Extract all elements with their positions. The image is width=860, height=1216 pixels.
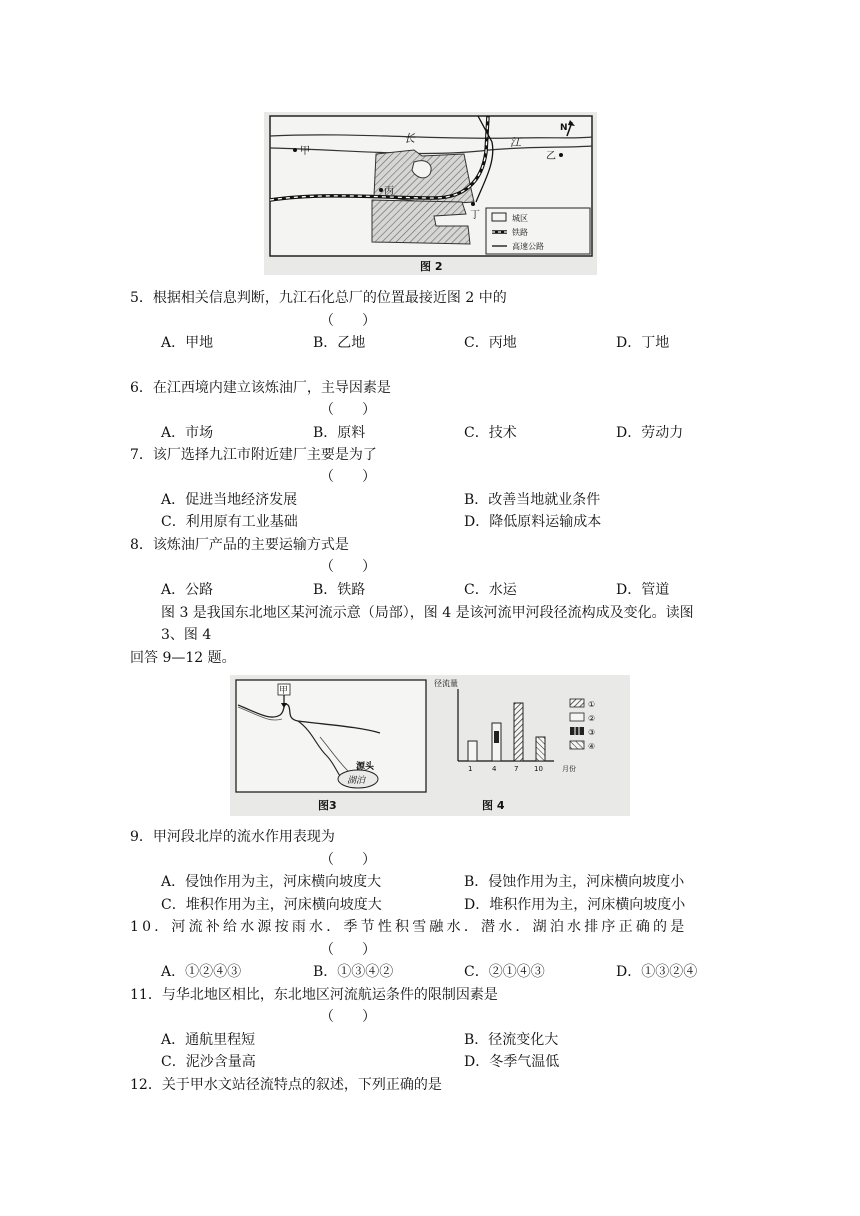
place-jia-dot — [293, 148, 297, 152]
fig4-ylabel: 径流量 — [434, 679, 458, 688]
legend-swatch-3 — [570, 727, 584, 735]
bar-month-7 — [514, 703, 523, 761]
q11-option-c[interactable]: C．泥沙含量高 — [161, 1054, 256, 1070]
fig4-xlabel: 月份 — [562, 765, 576, 773]
q6-paren: （ ） — [320, 402, 376, 418]
q9-option-a[interactable]: A．侵蚀作用为主，河床横向坡度大 — [161, 874, 382, 890]
q10-option-d[interactable]: D．①③②④ — [616, 964, 698, 980]
figure-3-svg — [230, 675, 430, 816]
q9-stem: 9．甲河段北岸的流水作用表现为 — [130, 829, 335, 845]
q8-option-c[interactable]: C．水运 — [464, 582, 517, 598]
q6-option-b[interactable]: B．原料 — [313, 425, 366, 441]
fig4-legend-4: ④ — [588, 742, 596, 751]
place-bing: 丙 — [384, 186, 394, 197]
river-label-jiang: 江 — [510, 136, 521, 149]
figure-4-svg — [430, 675, 630, 816]
figure-4-label: 图 4 — [482, 799, 505, 812]
fig4-legend-3: ③ — [588, 728, 596, 737]
fig4-tick-1: 1 — [468, 765, 473, 773]
q7-paren: （ ） — [320, 469, 376, 485]
q6-stem: 6．在江西境内建立该炼油厂，主导因素是 — [130, 380, 391, 396]
q12-stem: 12．关于甲水文站径流特点的叙述，下列正确的是 — [130, 1077, 442, 1093]
legend-swatch-1 — [570, 699, 584, 707]
q10-option-c[interactable]: C．②①④③ — [464, 964, 545, 980]
fig4-tick-10: 10 — [534, 765, 543, 773]
q8-paren: （ ） — [320, 559, 376, 575]
place-jia: 甲 — [300, 146, 310, 157]
figure-3-label: 图3 — [318, 799, 337, 812]
q6-option-c[interactable]: C．技术 — [464, 425, 517, 441]
q11-option-a[interactable]: A．通航里程短 — [161, 1032, 256, 1048]
fig3-source-label: 源头 — [356, 762, 375, 772]
fig4-legend-2: ② — [588, 714, 596, 723]
q11-stem: 11．与华北地区相比，东北地区河流航运条件的限制因素是 — [130, 987, 498, 1003]
bar-month-1 — [468, 741, 477, 761]
q7-option-d[interactable]: D．降低原料运输成本 — [464, 514, 602, 530]
q8-option-d[interactable]: D．管道 — [616, 582, 670, 598]
place-ding: 丁 — [470, 210, 480, 221]
q11-option-b[interactable]: B．径流变化大 — [464, 1032, 559, 1048]
q7-option-a[interactable]: A．促进当地经济发展 — [161, 492, 298, 508]
legend-swatch-2 — [570, 713, 584, 721]
q9-option-c[interactable]: C．堆积作用为主，河床横向坡度大 — [161, 897, 382, 913]
legend-rail: 铁路 — [512, 228, 528, 237]
q7-option-c[interactable]: C．利用原有工业基础 — [161, 514, 298, 530]
figure-2-svg — [264, 112, 597, 275]
q8-stem: 8．该炼油厂产品的主要运输方式是 — [130, 537, 349, 553]
q10-option-b[interactable]: B．①③④② — [313, 964, 394, 980]
q6-option-d[interactable]: D．劳动力 — [616, 425, 684, 441]
river-label-chang: 长 — [404, 132, 415, 145]
q11-paren: （ ） — [320, 1009, 376, 1025]
place-yi-dot — [559, 153, 563, 157]
q10-option-a[interactable]: A．①②④③ — [161, 964, 242, 980]
intro-line-3: 回答 9—12 题。 — [130, 650, 236, 666]
q9-paren: （ ） — [320, 852, 376, 868]
q9-option-d[interactable]: D．堆积作用为主，河床横向坡度小 — [464, 897, 686, 913]
q5-option-b[interactable]: B．乙地 — [313, 335, 366, 351]
fig3-jia-label: 甲 — [279, 686, 289, 696]
bar-month-4-segment — [494, 731, 499, 743]
q8-option-a[interactable]: A．公路 — [161, 582, 214, 598]
place-ding-dot — [471, 202, 475, 206]
fig4-tick-4: 4 — [492, 765, 497, 773]
q8-option-b[interactable]: B．铁路 — [313, 582, 366, 598]
q5-option-c[interactable]: C．丙地 — [464, 335, 517, 351]
q5-paren: （ ） — [320, 313, 376, 329]
place-yi: 乙 — [546, 151, 556, 162]
bar-month-10 — [536, 737, 545, 761]
q9-option-b[interactable]: B．侵蚀作用为主，河床横向坡度小 — [464, 874, 685, 890]
legend-city-swatch — [492, 213, 506, 221]
q7-option-b[interactable]: B．改善当地就业条件 — [464, 492, 601, 508]
fig4-legend-1: ① — [588, 700, 596, 709]
q10-paren: （ ） — [320, 942, 376, 958]
figure-2-label: 图 2 — [420, 260, 443, 273]
figure-3-river — [230, 675, 430, 816]
legend-city: 城区 — [512, 214, 528, 223]
q5-option-a[interactable]: A．甲地 — [161, 335, 214, 351]
intro-line-2: 3、图 4 — [161, 627, 212, 643]
legend-swatch-4 — [570, 741, 584, 749]
q6-option-a[interactable]: A．市场 — [161, 425, 214, 441]
fig4-tick-7: 7 — [514, 765, 519, 773]
north-label: N — [560, 123, 568, 133]
q10-stem: 10．河流补给水源按雨水．季节性积雪融水．潜水．湖泊水排序正确的是 — [130, 919, 688, 935]
figure-2-map — [264, 112, 597, 275]
q7-stem: 7．该厂选择九江市附近建厂主要是为了 — [130, 447, 377, 463]
figure-4-chart — [430, 675, 630, 816]
intro-line-1: 图 3 是我国东北地区某河流示意（局部），图 4 是该河流甲河段径流构成及变化。读图 — [161, 605, 694, 621]
q5-option-d[interactable]: D．丁地 — [616, 335, 670, 351]
place-bing-dot — [379, 188, 383, 192]
legend-highway: 高速公路 — [512, 242, 544, 251]
q11-option-d[interactable]: D．冬季气温低 — [464, 1054, 560, 1070]
fig3-lake-label: 湖泊 — [347, 776, 366, 786]
q5-stem: 5．根据相关信息判断，九江石化总厂的位置最接近图 2 中的 — [130, 290, 507, 306]
